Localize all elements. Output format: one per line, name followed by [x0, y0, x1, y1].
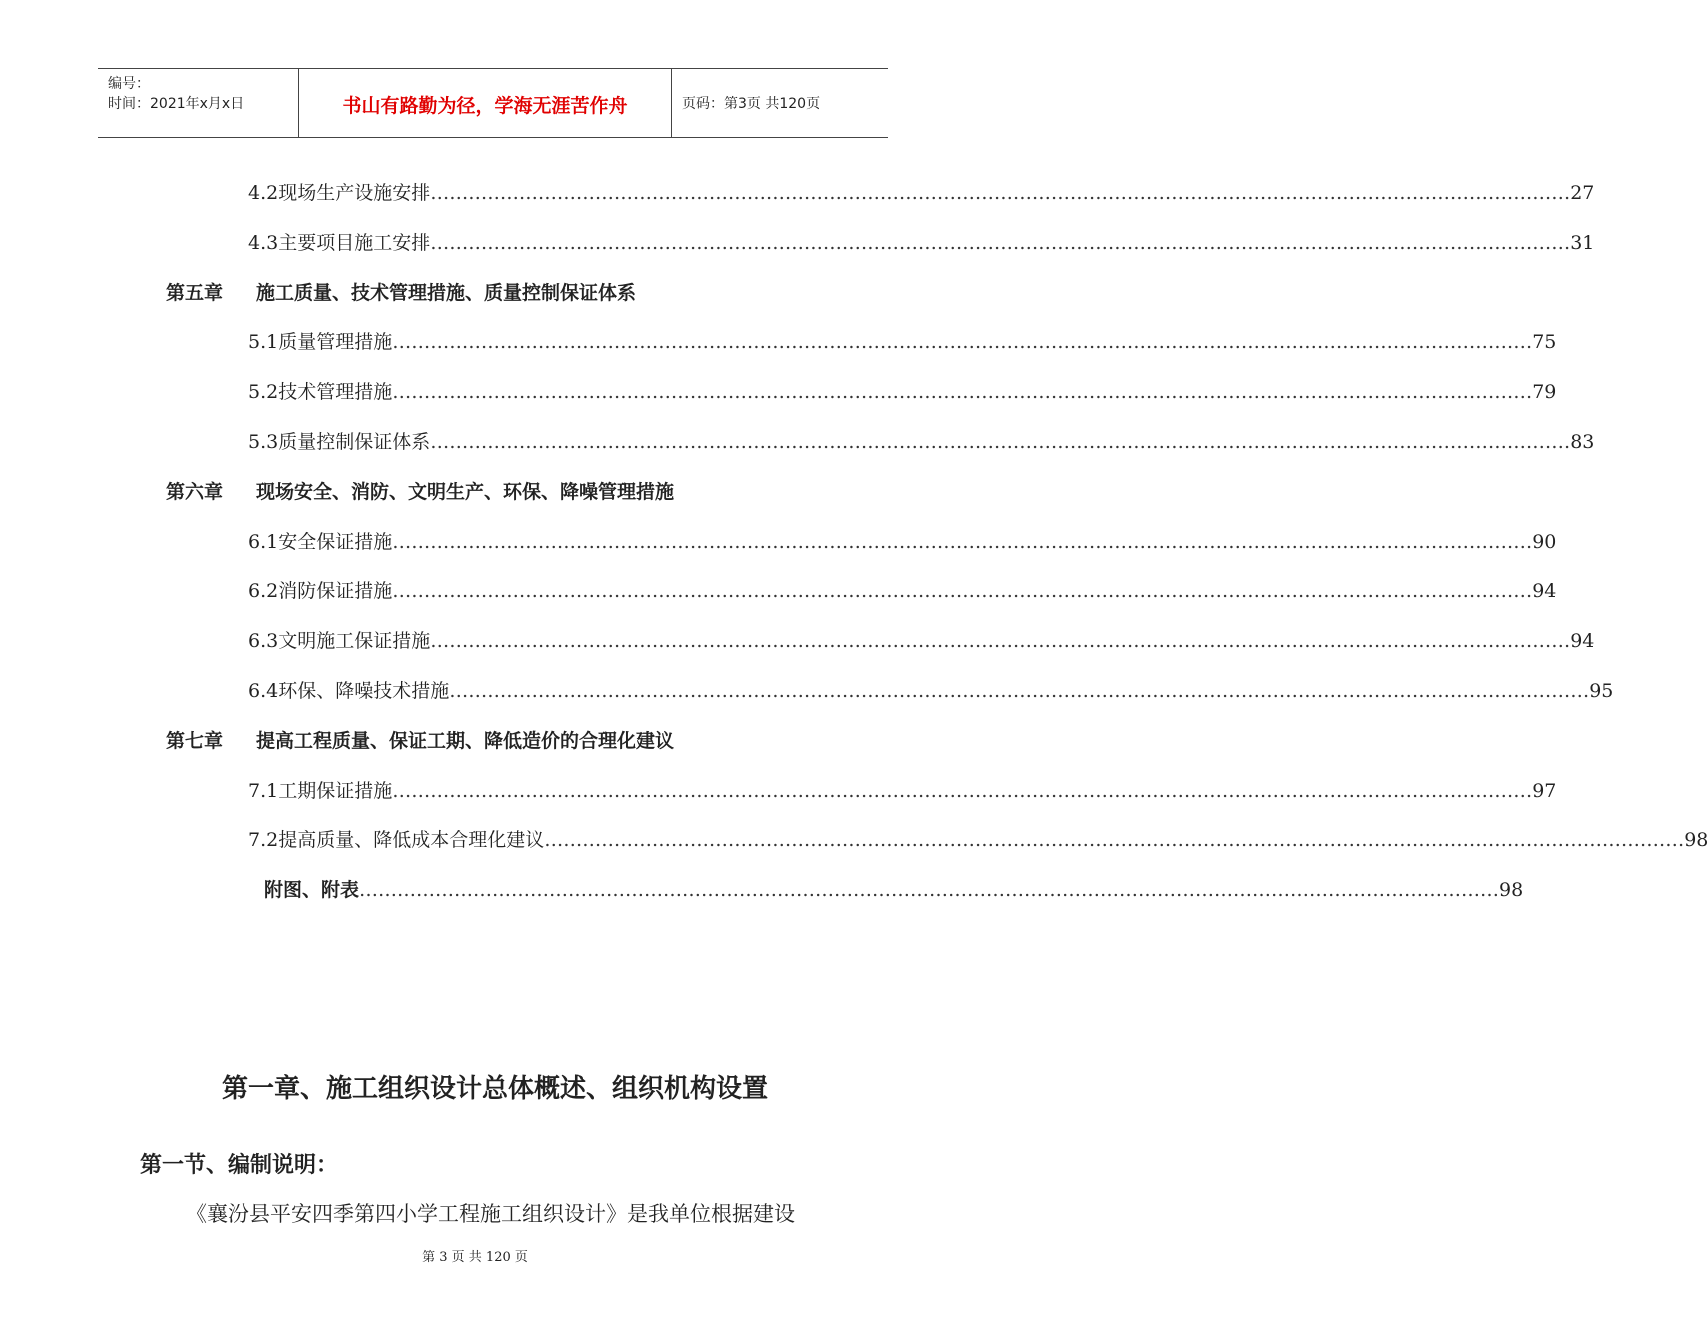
toc-leader-dots: ………………………………………………………………………………………………………………………………………………………………	[449, 680, 1590, 702]
toc-chapter	[166, 477, 674, 507]
toc-entry-title: 6.2消防保证措施	[248, 580, 393, 602]
toc-entry	[248, 676, 1614, 706]
number-label: 编号：	[108, 76, 150, 92]
toc-entry	[248, 427, 1595, 457]
toc-chapter-number: 第五章	[166, 282, 224, 304]
toc-entry	[248, 776, 1557, 806]
toc-entry	[248, 825, 1708, 855]
header-motto: 书山有路勤为径，学海无涯苦作舟	[342, 95, 628, 117]
chapter-title: 第一章、施工组织设计总体概述、组织机构设置	[221, 1074, 768, 1104]
toc-chapter	[166, 726, 674, 756]
page-header	[98, 68, 888, 138]
toc-entry-title: 6.4环保、降噪技术措施	[248, 680, 450, 702]
toc-page-number: 27	[1570, 182, 1595, 204]
header-meta-cell	[98, 69, 299, 137]
toc-entry-title: 7.2提高质量、降低成本合理化建议	[248, 829, 545, 851]
toc-leader-dots: ………………………………………………………………………………………………………………………………………………………………	[392, 531, 1533, 553]
section-title: 第一节、编制说明：	[140, 1153, 339, 1178]
toc-page-number: 79	[1532, 381, 1557, 403]
header-page-cell	[672, 69, 888, 137]
toc-entry-title: 4.2现场生产设施安排	[248, 182, 431, 204]
toc-leader-dots: ………………………………………………………………………………………………………………………………………………………………	[359, 879, 1500, 901]
toc-page-number: 94	[1532, 580, 1557, 602]
toc-entry	[248, 626, 1595, 656]
toc-chapter-number: 第七章	[166, 730, 224, 752]
toc-leader-dots: ………………………………………………………………………………………………………………………………………………………………	[430, 431, 1571, 453]
toc-page-number: 83	[1570, 431, 1595, 453]
toc-page-number: 94	[1570, 630, 1595, 652]
toc-entry-title: 5.3质量控制保证体系	[248, 431, 431, 453]
header-page-label: 页码：第3页 共120页	[682, 96, 821, 112]
toc-leader-dots: ………………………………………………………………………………………………………………………………………………………………	[430, 232, 1571, 254]
toc-leader-dots: ………………………………………………………………………………………………………………………………………………………………	[430, 182, 1571, 204]
page-footer: 第 3 页 共 120 页	[422, 1250, 528, 1265]
toc-entry	[248, 327, 1557, 357]
toc-chapter	[166, 278, 636, 308]
toc-leader-dots: ………………………………………………………………………………………………………………………………………………………………	[430, 630, 1571, 652]
toc-entry	[248, 875, 1524, 905]
toc-entry	[248, 527, 1557, 557]
toc-page-number: 98	[1684, 829, 1708, 851]
toc-chapter-title: 提高工程质量、保证工期、降低造价的合理化建议	[256, 730, 675, 752]
toc-page-number: 31	[1570, 232, 1595, 254]
toc-page-number: 90	[1532, 531, 1557, 553]
toc-entry-title: 附图、附表	[264, 879, 360, 901]
toc-entry	[248, 178, 1595, 208]
toc-entry-title: 6.3文明施工保证措施	[248, 630, 431, 652]
toc-chapter-number: 第六章	[166, 481, 224, 503]
toc-leader-dots: ………………………………………………………………………………………………………………………………………………………………	[392, 580, 1533, 602]
toc-leader-dots: ………………………………………………………………………………………………………………………………………………………………	[392, 780, 1533, 802]
toc-page-number: 97	[1532, 780, 1557, 802]
toc-entry	[248, 576, 1557, 606]
toc-leader-dots: ………………………………………………………………………………………………………………………………………………………………	[392, 381, 1533, 403]
toc-entry-title: 5.1质量管理措施	[248, 331, 393, 353]
toc-entry-title: 6.1安全保证措施	[248, 531, 393, 553]
toc-leader-dots: ………………………………………………………………………………………………………………………………………………………………	[544, 829, 1685, 851]
toc-entry-title: 7.1工期保证措施	[248, 780, 393, 802]
toc-page-number: 98	[1499, 879, 1524, 901]
time-label: 时间：2021年x月x日	[108, 96, 245, 112]
toc-entry-title: 4.3主要项目施工安排	[248, 232, 431, 254]
toc-chapter-title: 施工质量、技术管理措施、质量控制保证体系	[256, 282, 637, 304]
toc-chapter-title: 现场安全、消防、文明生产、环保、降噪管理措施	[256, 481, 675, 503]
toc-entry-title: 5.2技术管理措施	[248, 381, 393, 403]
toc-entry	[248, 377, 1557, 407]
toc-entry	[248, 228, 1595, 258]
body-paragraph: 《襄汾县平安四季第四小学工程施工组织设计》是我单位根据建设	[186, 1202, 795, 1226]
toc-page-number: 95	[1589, 680, 1614, 702]
header-motto-cell	[299, 69, 672, 137]
toc-leader-dots: ………………………………………………………………………………………………………………………………………………………………	[392, 331, 1533, 353]
toc-page-number: 75	[1532, 331, 1557, 353]
